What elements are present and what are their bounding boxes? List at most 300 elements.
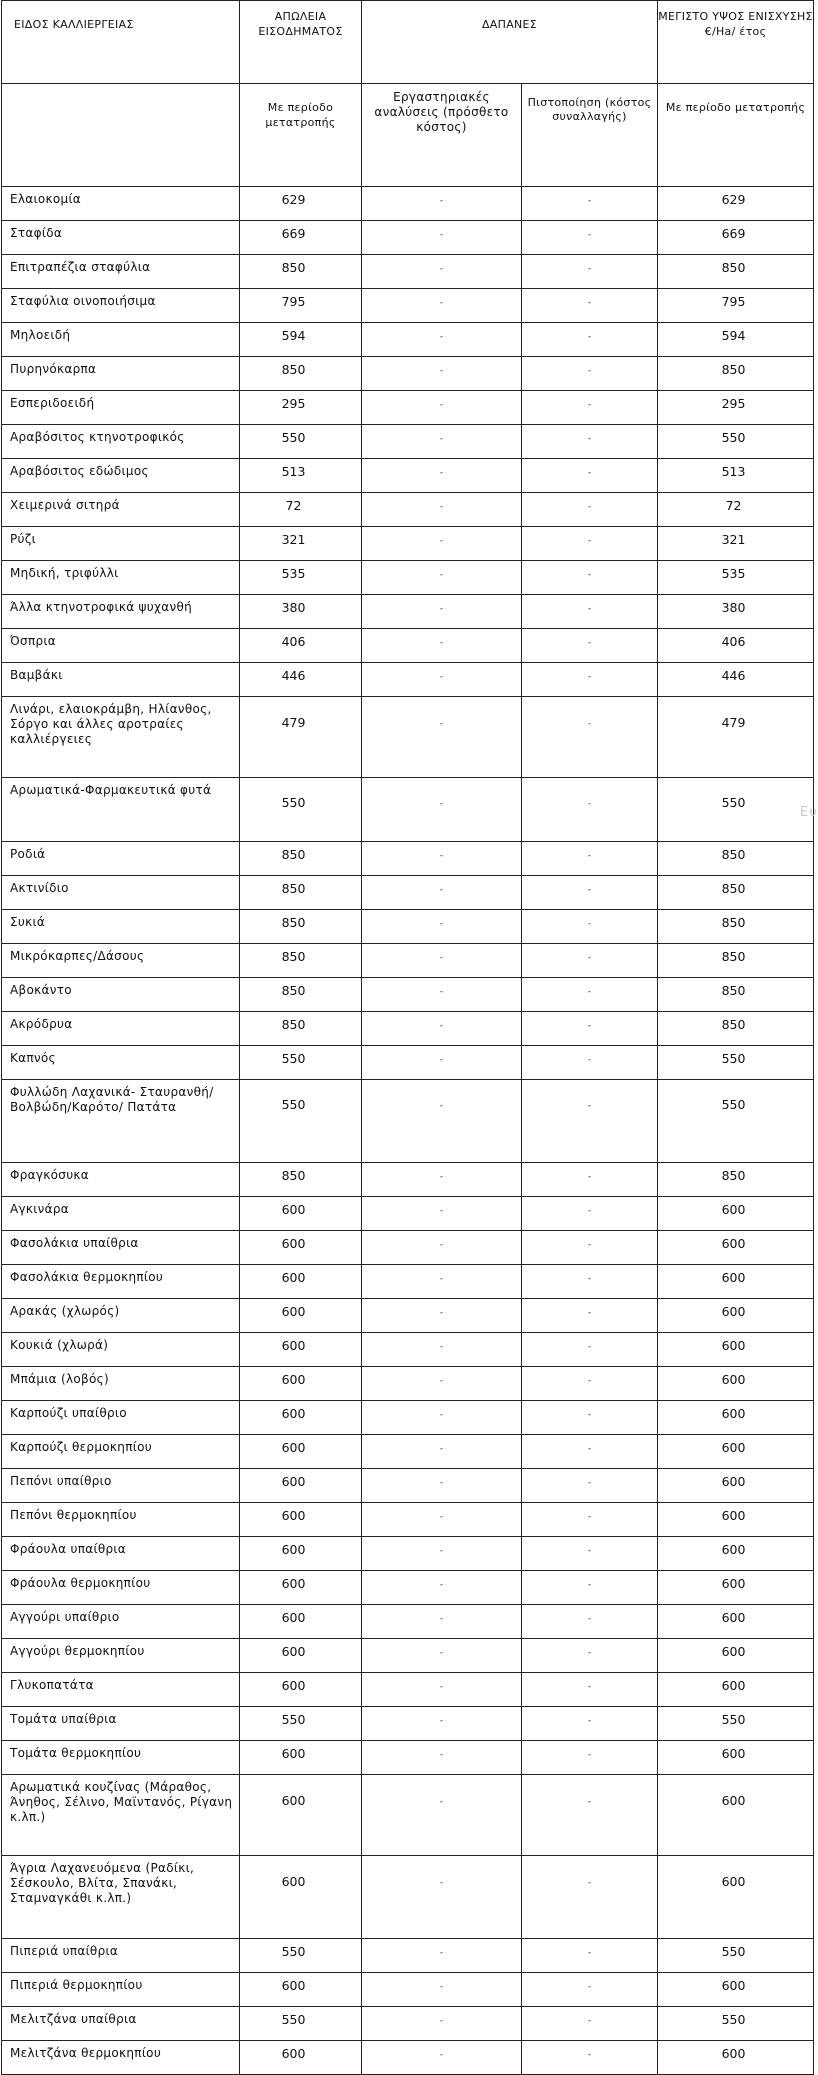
max-support-cell: 600 xyxy=(658,1367,814,1401)
income-loss-cell: 600 xyxy=(240,1367,362,1401)
certification-cell: - xyxy=(522,1401,658,1435)
table-row xyxy=(2,221,814,255)
lab-analysis-cell: - xyxy=(362,910,522,944)
income-loss-cell: 550 xyxy=(240,2007,362,2041)
income-loss-cell: 550 xyxy=(240,1939,362,1973)
certification-cell: - xyxy=(522,944,658,978)
income-loss-cell: 795 xyxy=(240,289,362,323)
income-loss-cell: 600 xyxy=(240,1856,362,1939)
crop-name-cell: Κουκιά (χλωρά) xyxy=(2,1333,240,1367)
certification-cell: - xyxy=(522,357,658,391)
certification-cell: - xyxy=(522,187,658,221)
max-support-cell: 550 xyxy=(658,1939,814,1973)
table-row xyxy=(2,1401,814,1435)
crop-name-cell: Ρύζι xyxy=(2,527,240,561)
lab-analysis-cell: - xyxy=(362,1469,522,1503)
income-loss-cell: 600 xyxy=(240,1435,362,1469)
costs-header: ΔΑΠΑΝΕΣ xyxy=(362,1,658,84)
crop-name-cell: Ακρόδρυα xyxy=(2,1012,240,1046)
table-row xyxy=(2,1435,814,1469)
income-loss-cell: 600 xyxy=(240,1639,362,1673)
crop-name-cell: Ροδιά xyxy=(2,842,240,876)
certification-cell: - xyxy=(522,391,658,425)
crop-name-cell: Ακτινίδιο xyxy=(2,876,240,910)
income-loss-cell: 550 xyxy=(240,425,362,459)
crop-name-cell: Αρωματικά κουζίνας (Μάραθος, Άνηθος, Σέλινο, Μαϊντανός, Ρίγανη κ.λπ.) xyxy=(2,1775,240,1856)
lab-analysis-cell: - xyxy=(362,1856,522,1939)
certification-cell: - xyxy=(522,1673,658,1707)
certification-cell: - xyxy=(522,595,658,629)
certification-cell: - xyxy=(522,1856,658,1939)
lab-analysis-cell: - xyxy=(362,561,522,595)
lab-analysis-cell: - xyxy=(362,1080,522,1163)
crop-name-cell: Επιτραπέζια σταφύλια xyxy=(2,255,240,289)
crop-name-cell: Φράουλα υπαίθρια xyxy=(2,1537,240,1571)
certification-cell: - xyxy=(522,697,658,778)
income-loss-cell: 600 xyxy=(240,2041,362,2075)
crop-name-cell: Πεπόνι θερμοκηπίου xyxy=(2,1503,240,1537)
empty-subheader-cell xyxy=(2,84,240,187)
max-support-cell: 550 xyxy=(658,425,814,459)
income-loss-cell: 600 xyxy=(240,1333,362,1367)
crop-name-cell: Μελιτζάνα θερμοκηπίου xyxy=(2,2041,240,2075)
crop-name-cell: Πεπόνι υπαίθριο xyxy=(2,1469,240,1503)
max-support-cell: 380 xyxy=(658,595,814,629)
income-loss-cell: 479 xyxy=(240,697,362,778)
income-loss-cell: 600 xyxy=(240,1299,362,1333)
crop-name-cell: Φασολάκια θερμοκηπίου xyxy=(2,1265,240,1299)
max-support-cell: 600 xyxy=(658,1741,814,1775)
table-row xyxy=(2,391,814,425)
lab-analysis-cell: - xyxy=(362,876,522,910)
lab-analysis-cell: - xyxy=(362,357,522,391)
table-row xyxy=(2,1012,814,1046)
crop-name-cell: Καρπούζι θερμοκηπίου xyxy=(2,1435,240,1469)
certification-cell: - xyxy=(522,289,658,323)
income-loss-header: ΑΠΩΛΕΙΑ ΕΙΣΟΔΗΜΑΤΟΣ xyxy=(240,1,362,84)
table-row xyxy=(2,978,814,1012)
max-support-cell: 850 xyxy=(658,1163,814,1197)
max-support-cell: 850 xyxy=(658,876,814,910)
crop-name-cell: Πιπεριά θερμοκηπίου xyxy=(2,1973,240,2007)
table-row xyxy=(2,493,814,527)
lab-analysis-cell: - xyxy=(362,1673,522,1707)
crop-name-cell: Μηδική, τριφύλλι xyxy=(2,561,240,595)
income-loss-cell: 600 xyxy=(240,1197,362,1231)
certification-cell: - xyxy=(522,910,658,944)
max-support-cell: 669 xyxy=(658,221,814,255)
crop-name-cell: Πυρηνόκαρπα xyxy=(2,357,240,391)
max-support-cell: 550 xyxy=(658,778,814,842)
income-loss-cell: 321 xyxy=(240,527,362,561)
table-row xyxy=(2,1973,814,2007)
max-support-cell: 295 xyxy=(658,391,814,425)
lab-analysis-cell: - xyxy=(362,1367,522,1401)
certification-subheader: Πιστοποίηση (κόστος συναλλαγής) xyxy=(522,84,658,187)
table-row xyxy=(2,1939,814,1973)
max-support-cell: 600 xyxy=(658,1401,814,1435)
max-support-cell: 600 xyxy=(658,2041,814,2075)
crop-name-cell: Καπνός xyxy=(2,1046,240,1080)
subheader-row xyxy=(2,84,814,187)
certification-cell: - xyxy=(522,1939,658,1973)
lab-analysis-cell: - xyxy=(362,255,522,289)
income-loss-cell: 513 xyxy=(240,459,362,493)
income-loss-cell: 406 xyxy=(240,629,362,663)
table-row xyxy=(2,876,814,910)
crop-name-cell: Αγγούρι υπαίθριο xyxy=(2,1605,240,1639)
income-loss-cell: 850 xyxy=(240,944,362,978)
certification-cell: - xyxy=(522,221,658,255)
income-loss-cell: 600 xyxy=(240,1673,362,1707)
crop-name-cell: Αγκινάρα xyxy=(2,1197,240,1231)
max-support-cell: 550 xyxy=(658,1080,814,1163)
table-row xyxy=(2,1163,814,1197)
certification-cell: - xyxy=(522,1639,658,1673)
max-support-cell: 600 xyxy=(658,1469,814,1503)
table-row xyxy=(2,1707,814,1741)
certification-cell: - xyxy=(522,1503,658,1537)
certification-cell: - xyxy=(522,1299,658,1333)
income-loss-cell: 600 xyxy=(240,1503,362,1537)
table-row xyxy=(2,1046,814,1080)
max-support-cell: 600 xyxy=(658,1231,814,1265)
lab-analysis-cell: - xyxy=(362,1163,522,1197)
table-row xyxy=(2,561,814,595)
lab-analysis-cell: - xyxy=(362,629,522,663)
max-support-cell: 600 xyxy=(658,1673,814,1707)
crop-name-cell: Συκιά xyxy=(2,910,240,944)
crop-name-cell: Εσπεριδοειδή xyxy=(2,391,240,425)
crop-name-cell: Φραγκόσυκα xyxy=(2,1163,240,1197)
max-support-cell: 600 xyxy=(658,1299,814,1333)
table-row xyxy=(2,1080,814,1163)
certification-cell: - xyxy=(522,561,658,595)
lab-analysis-cell: - xyxy=(362,391,522,425)
lab-analysis-subheader: Εργαστηριακές αναλύσεις (πρόσθετο κόστος) xyxy=(362,84,522,187)
max-support-cell: 600 xyxy=(658,1333,814,1367)
lab-analysis-cell: - xyxy=(362,663,522,697)
lab-analysis-cell: - xyxy=(362,1046,522,1080)
max-support-cell: 479 xyxy=(658,697,814,778)
max-support-cell: 550 xyxy=(658,1046,814,1080)
certification-cell: - xyxy=(522,1973,658,2007)
max-support-cell: 600 xyxy=(658,1856,814,1939)
certification-cell: - xyxy=(522,663,658,697)
certification-cell: - xyxy=(522,629,658,663)
table-row xyxy=(2,425,814,459)
certification-cell: - xyxy=(522,323,658,357)
lab-analysis-cell: - xyxy=(362,978,522,1012)
table-row xyxy=(2,459,814,493)
max-support-cell: 72 xyxy=(658,493,814,527)
lab-analysis-cell: - xyxy=(362,425,522,459)
table-row xyxy=(2,1197,814,1231)
crop-name-cell: Μπάμια (λοβός) xyxy=(2,1367,240,1401)
income-loss-cell: 446 xyxy=(240,663,362,697)
crop-name-cell: Σταφίδα xyxy=(2,221,240,255)
max-support-cell: 513 xyxy=(658,459,814,493)
certification-cell: - xyxy=(522,978,658,1012)
certification-cell: - xyxy=(522,842,658,876)
certification-cell: - xyxy=(522,1046,658,1080)
certification-cell: - xyxy=(522,2007,658,2041)
table-row xyxy=(2,1673,814,1707)
crop-name-cell: Μικρόκαρπες/Δάσους xyxy=(2,944,240,978)
income-loss-cell: 594 xyxy=(240,323,362,357)
income-loss-cell: 600 xyxy=(240,1265,362,1299)
certification-cell: - xyxy=(522,1537,658,1571)
crop-name-cell: Αρωματικά-Φαρμακευτικά φυτά xyxy=(2,778,240,842)
income-loss-cell: 600 xyxy=(240,1741,362,1775)
max-support-cell: 600 xyxy=(658,1605,814,1639)
lab-analysis-cell: - xyxy=(362,595,522,629)
certification-cell: - xyxy=(522,1435,658,1469)
max-support-cell: 321 xyxy=(658,527,814,561)
max-support-cell: 600 xyxy=(658,1537,814,1571)
crop-name-cell: Πιπεριά υπαίθρια xyxy=(2,1939,240,1973)
lab-analysis-cell: - xyxy=(362,1741,522,1775)
certification-cell: - xyxy=(522,1367,658,1401)
table-row xyxy=(2,1775,814,1856)
income-loss-cell: 550 xyxy=(240,778,362,842)
certification-cell: - xyxy=(522,1741,658,1775)
max-support-cell: 850 xyxy=(658,357,814,391)
max-support-cell: 795 xyxy=(658,289,814,323)
crop-name-cell: Χειμερινά σιτηρά xyxy=(2,493,240,527)
income-loss-cell: 600 xyxy=(240,1571,362,1605)
income-loss-cell: 72 xyxy=(240,493,362,527)
max-support-cell: 535 xyxy=(658,561,814,595)
max-support-cell: 550 xyxy=(658,2007,814,2041)
lab-analysis-cell: - xyxy=(362,1435,522,1469)
crop-name-cell: Φυλλώδη Λαχανικά- Σταυρανθή/Βολβώδη/Καρότο/ Πατάτα xyxy=(2,1080,240,1163)
lab-analysis-cell: - xyxy=(362,1707,522,1741)
crop-type-header: ΕΙΔΟΣ ΚΑΛΛΙΕΡΓΕΙΑΣ xyxy=(2,1,240,84)
lab-analysis-cell: - xyxy=(362,527,522,561)
lab-analysis-cell: - xyxy=(362,1012,522,1046)
income-loss-cell: 535 xyxy=(240,561,362,595)
max-support-cell: 550 xyxy=(658,1707,814,1741)
table-row xyxy=(2,629,814,663)
lab-analysis-cell: - xyxy=(362,1231,522,1265)
lab-analysis-cell: - xyxy=(362,493,522,527)
max-support-cell: 850 xyxy=(658,978,814,1012)
max-support-cell: 850 xyxy=(658,910,814,944)
income-loss-cell: 850 xyxy=(240,1012,362,1046)
crop-name-cell: Σταφύλια οινοποιήσιμα xyxy=(2,289,240,323)
max-support-cell: 600 xyxy=(658,1197,814,1231)
certification-cell: - xyxy=(522,1197,658,1231)
certification-cell: - xyxy=(522,1707,658,1741)
crop-name-cell: Τομάτα υπαίθρια xyxy=(2,1707,240,1741)
income-loss-cell: 669 xyxy=(240,221,362,255)
lab-analysis-cell: - xyxy=(362,1197,522,1231)
lab-analysis-cell: - xyxy=(362,1571,522,1605)
lab-analysis-cell: - xyxy=(362,1639,522,1673)
income-loss-cell: 380 xyxy=(240,595,362,629)
table-row xyxy=(2,187,814,221)
max-support-cell: 600 xyxy=(658,1639,814,1673)
lab-analysis-cell: - xyxy=(362,944,522,978)
income-loss-cell: 295 xyxy=(240,391,362,425)
income-loss-cell: 550 xyxy=(240,1046,362,1080)
income-loss-cell: 600 xyxy=(240,1605,362,1639)
table-row xyxy=(2,1605,814,1639)
support-table xyxy=(1,0,814,2075)
certification-cell: - xyxy=(522,1775,658,1856)
crop-name-cell: Βαμβάκι xyxy=(2,663,240,697)
certification-cell: - xyxy=(522,425,658,459)
income-loss-cell: 850 xyxy=(240,978,362,1012)
table-row xyxy=(2,1333,814,1367)
table-row xyxy=(2,1639,814,1673)
certification-cell: - xyxy=(522,1012,658,1046)
lab-analysis-cell: - xyxy=(362,697,522,778)
certification-cell: - xyxy=(522,778,658,842)
income-loss-cell: 600 xyxy=(240,1775,362,1856)
crop-name-cell: Αραβόσιτος εδώδιμος xyxy=(2,459,240,493)
table-row xyxy=(2,1571,814,1605)
income-loss-cell: 600 xyxy=(240,1973,362,2007)
income-loss-cell: 600 xyxy=(240,1231,362,1265)
table-row xyxy=(2,595,814,629)
max-support-cell: 629 xyxy=(658,187,814,221)
max-support-cell: 850 xyxy=(658,944,814,978)
lab-analysis-cell: - xyxy=(362,187,522,221)
table-row xyxy=(2,323,814,357)
income-loss-cell: 600 xyxy=(240,1401,362,1435)
max-support-cell: 600 xyxy=(658,1435,814,1469)
crop-name-cell: Ελαιοκομία xyxy=(2,187,240,221)
lab-analysis-cell: - xyxy=(362,2007,522,2041)
table-row xyxy=(2,289,814,323)
income-loss-cell: 850 xyxy=(240,910,362,944)
max-support-cell: 406 xyxy=(658,629,814,663)
income-loss-cell: 850 xyxy=(240,842,362,876)
lab-analysis-cell: - xyxy=(362,1265,522,1299)
crop-name-cell: Φράουλα θερμοκηπίου xyxy=(2,1571,240,1605)
max-support-cell: 850 xyxy=(658,255,814,289)
income-loss-cell: 850 xyxy=(240,357,362,391)
table-row xyxy=(2,944,814,978)
table-row xyxy=(2,1741,814,1775)
certification-cell: - xyxy=(522,1231,658,1265)
crop-name-cell: Μελιτζάνα υπαίθρια xyxy=(2,2007,240,2041)
max-support-cell: 446 xyxy=(658,663,814,697)
income-loss-cell: 600 xyxy=(240,1537,362,1571)
max-support-cell: 600 xyxy=(658,1775,814,1856)
table-row xyxy=(2,2007,814,2041)
table-row xyxy=(2,357,814,391)
lab-analysis-cell: - xyxy=(362,778,522,842)
certification-cell: - xyxy=(522,527,658,561)
crop-name-cell: Άγρια Λαχανευόμενα (Ραδίκι, Σέσκουλο, Βλίτα, Σπανάκι, Σταμναγκάθι κ.λπ.) xyxy=(2,1856,240,1939)
table-row xyxy=(2,663,814,697)
lab-analysis-cell: - xyxy=(362,459,522,493)
lab-analysis-cell: - xyxy=(362,1775,522,1856)
table-row xyxy=(2,1231,814,1265)
certification-cell: - xyxy=(522,876,658,910)
max-support-cell: 850 xyxy=(658,1012,814,1046)
lab-analysis-cell: - xyxy=(362,1401,522,1435)
lab-analysis-cell: - xyxy=(362,1333,522,1367)
lab-analysis-cell: - xyxy=(362,1503,522,1537)
certification-cell: - xyxy=(522,1571,658,1605)
table-row xyxy=(2,1856,814,1939)
lab-analysis-cell: - xyxy=(362,1537,522,1571)
lab-analysis-cell: - xyxy=(362,1973,522,2007)
crop-name-cell: Όσπρια xyxy=(2,629,240,663)
crop-name-cell: Τομάτα θερμοκηπίου xyxy=(2,1741,240,1775)
table-row xyxy=(2,1503,814,1537)
lab-analysis-cell: - xyxy=(362,1605,522,1639)
max-conversion-subheader: Με περίοδο μετατροπής xyxy=(658,84,814,187)
lab-analysis-cell: - xyxy=(362,1939,522,1973)
certification-cell: - xyxy=(522,1469,658,1503)
crop-name-cell: Καρπούζι υπαίθριο xyxy=(2,1401,240,1435)
crop-name-cell: Αγγούρι θερμοκηπίου xyxy=(2,1639,240,1673)
table-row xyxy=(2,842,814,876)
income-loss-cell: 629 xyxy=(240,187,362,221)
certification-cell: - xyxy=(522,1265,658,1299)
certification-cell: - xyxy=(522,1605,658,1639)
table-row xyxy=(2,2041,814,2075)
crop-name-cell: Αραβόσιτος κτηνοτροφικός xyxy=(2,425,240,459)
certification-cell: - xyxy=(522,1333,658,1367)
crop-name-cell: Φασολάκια υπαίθρια xyxy=(2,1231,240,1265)
income-loss-cell: 600 xyxy=(240,1469,362,1503)
crop-name-cell: Αβοκάντο xyxy=(2,978,240,1012)
table-row xyxy=(2,910,814,944)
header-row xyxy=(2,1,814,84)
max-support-cell: 600 xyxy=(658,1973,814,2007)
side-watermark: Ευ xyxy=(800,805,818,820)
crop-name-cell: Μηλοειδή xyxy=(2,323,240,357)
table-row xyxy=(2,1537,814,1571)
certification-cell: - xyxy=(522,493,658,527)
loss-conversion-subheader: Με περίοδο μετατροπής xyxy=(240,84,362,187)
certification-cell: - xyxy=(522,459,658,493)
table-row xyxy=(2,1265,814,1299)
lab-analysis-cell: - xyxy=(362,2041,522,2075)
max-support-cell: 600 xyxy=(658,1571,814,1605)
lab-analysis-cell: - xyxy=(362,323,522,357)
max-support-header: ΜΕΓΙΣΤΟ ΥΨΟΣ ΕΝΙΣΧΥΣΗΣ €/Ha/ έτος xyxy=(658,1,814,84)
table-row xyxy=(2,527,814,561)
crop-name-cell: Αρακάς (χλωρός) xyxy=(2,1299,240,1333)
crop-name-cell: Άλλα κτηνοτροφικά ψυχανθή xyxy=(2,595,240,629)
table-row xyxy=(2,1469,814,1503)
table-row xyxy=(2,697,814,778)
crop-name-cell: Λινάρι, ελαιοκράμβη, Ηλίανθος, Σόργο και άλλες αροτραίες καλλιέργειες xyxy=(2,697,240,778)
income-loss-cell: 850 xyxy=(240,255,362,289)
income-loss-cell: 850 xyxy=(240,876,362,910)
certification-cell: - xyxy=(522,2041,658,2075)
lab-analysis-cell: - xyxy=(362,289,522,323)
max-support-cell: 600 xyxy=(658,1265,814,1299)
table-row xyxy=(2,1299,814,1333)
income-loss-cell: 850 xyxy=(240,1163,362,1197)
max-support-cell: 850 xyxy=(658,842,814,876)
max-support-cell: 600 xyxy=(658,1503,814,1537)
lab-analysis-cell: - xyxy=(362,842,522,876)
lab-analysis-cell: - xyxy=(362,221,522,255)
table-row xyxy=(2,778,814,842)
lab-analysis-cell: - xyxy=(362,1299,522,1333)
certification-cell: - xyxy=(522,1080,658,1163)
certification-cell: - xyxy=(522,1163,658,1197)
